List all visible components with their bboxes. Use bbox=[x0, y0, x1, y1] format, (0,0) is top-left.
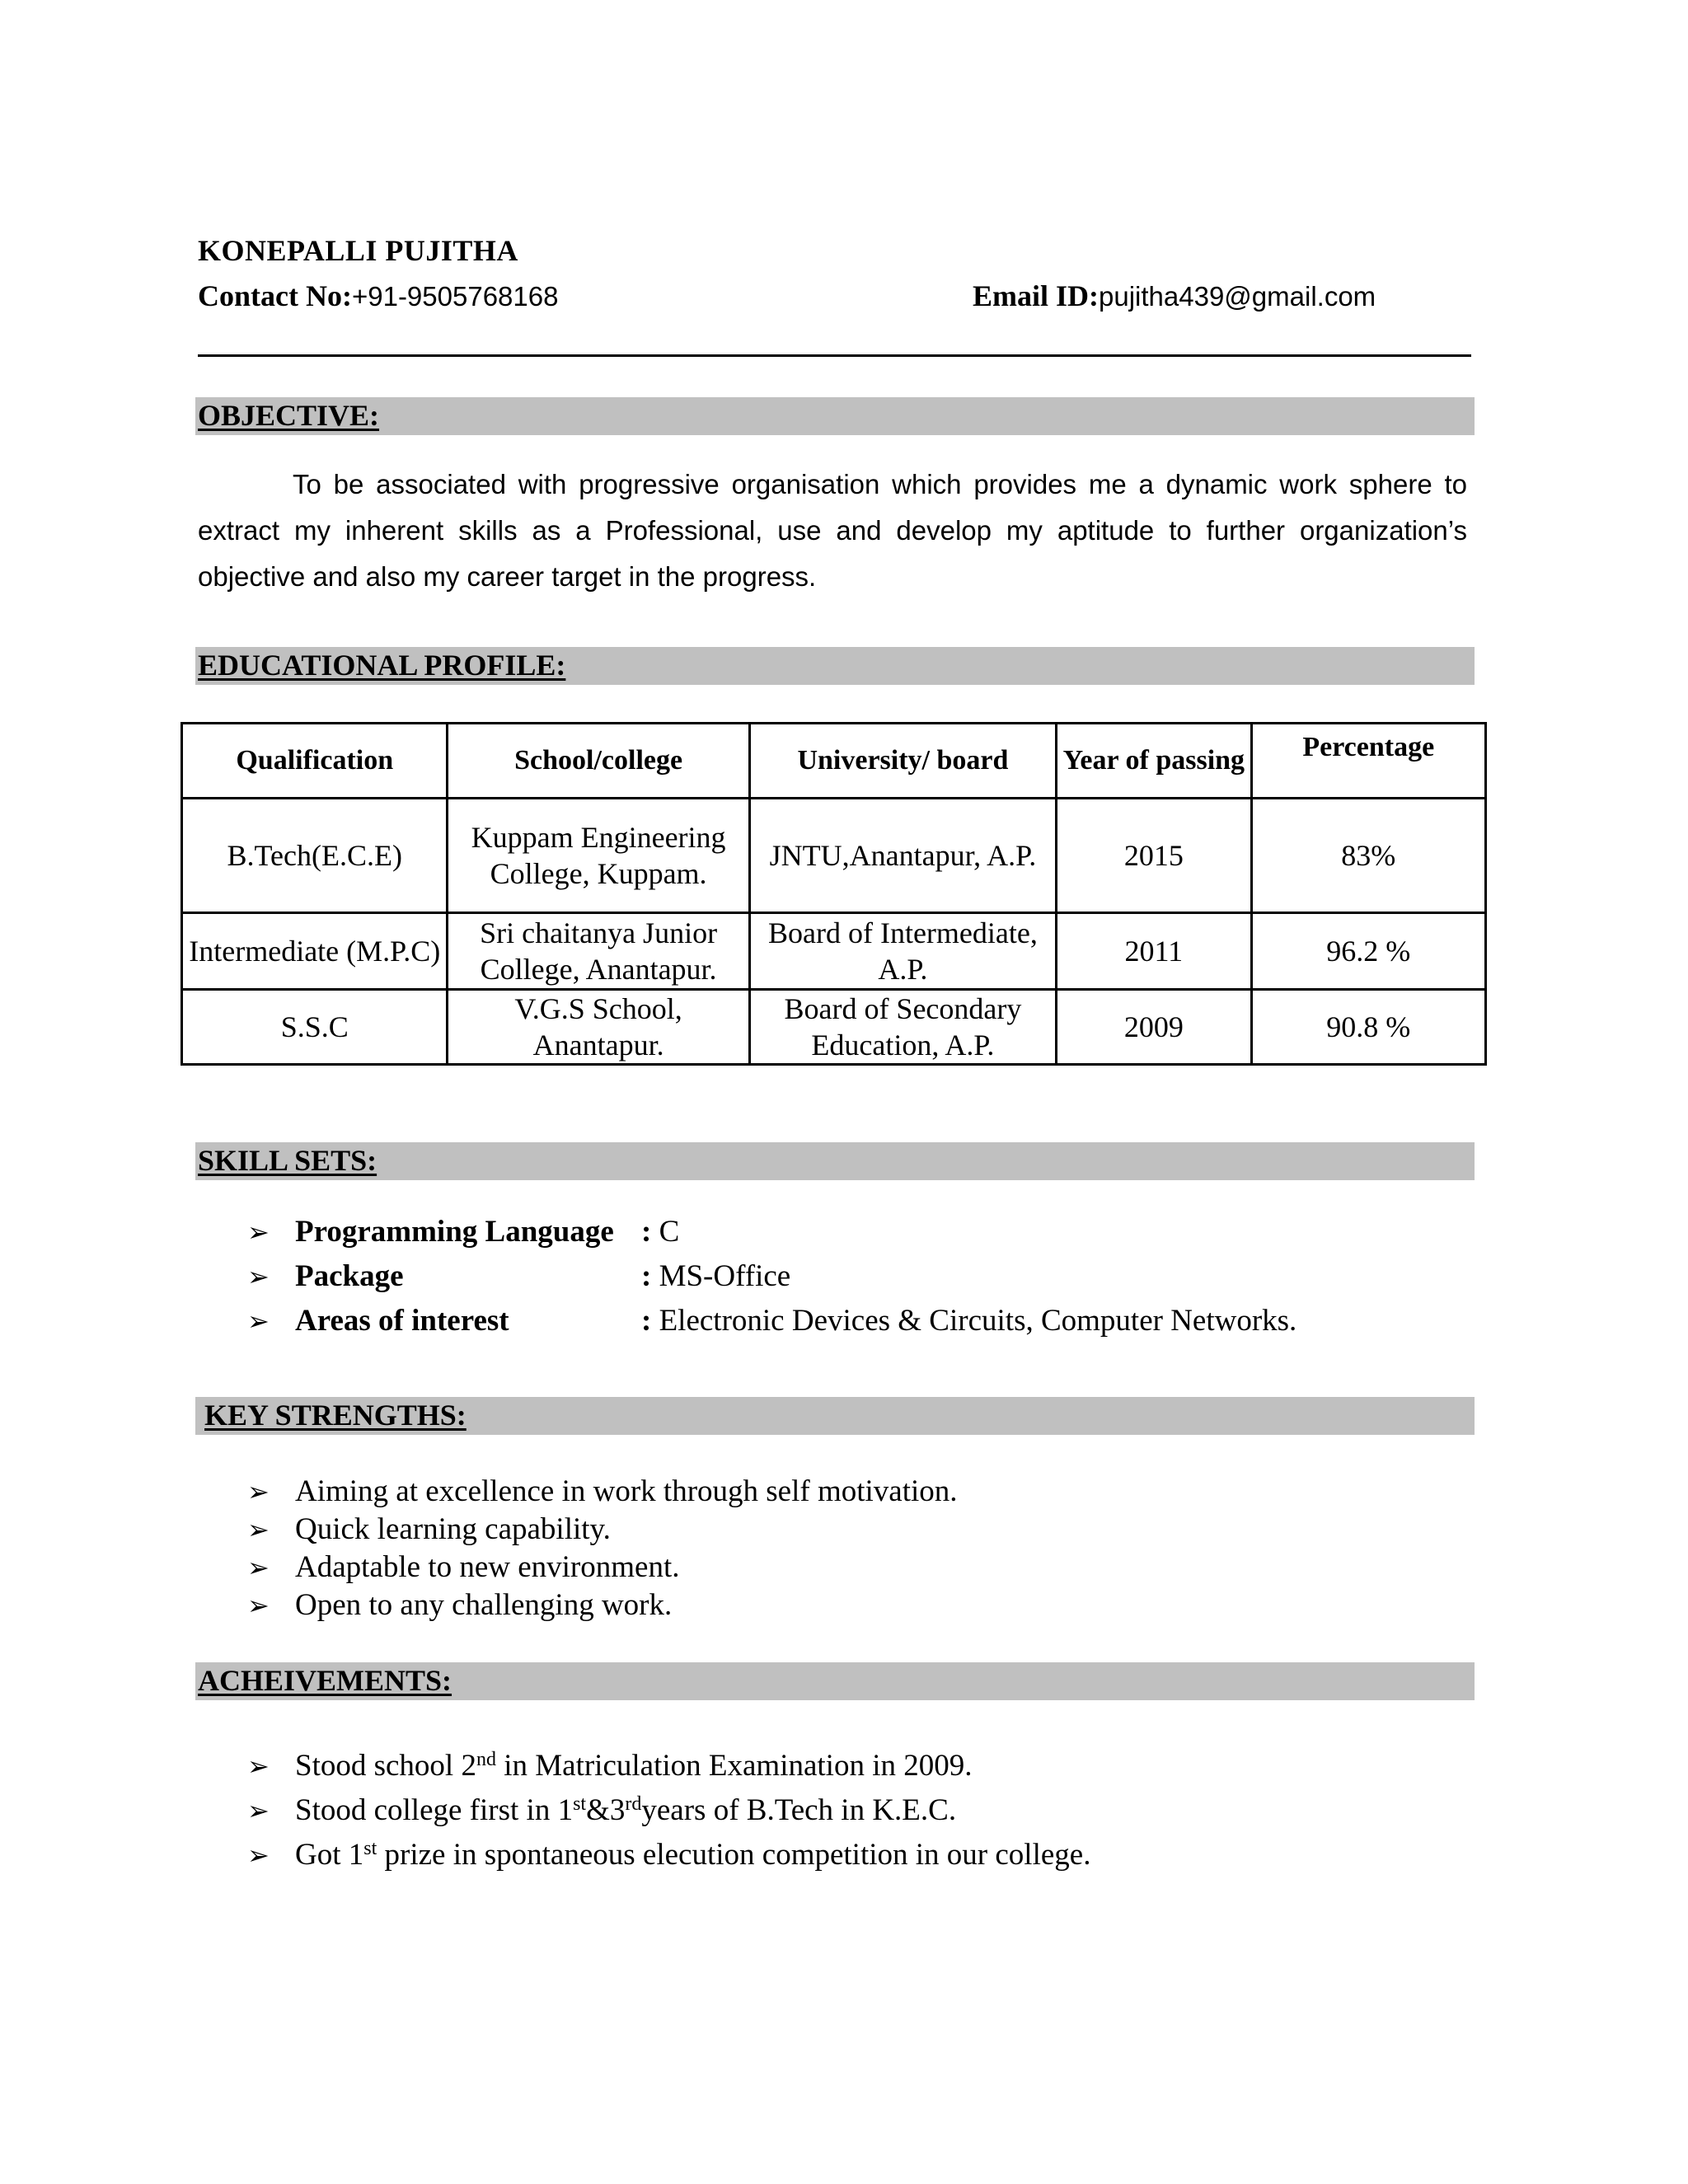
skill-value: MS-Office bbox=[659, 1259, 791, 1293]
achievement-text: in Matriculation Examination in 2009. bbox=[495, 1749, 973, 1783]
objective-bar bbox=[195, 397, 1475, 435]
cell-school: Sri chaitanya Junior College, Anantapur. bbox=[448, 913, 749, 990]
skill-separator: : bbox=[641, 1215, 652, 1249]
cell-year: 2011 bbox=[1057, 913, 1251, 990]
achievement-text: Stood college first in 1 bbox=[295, 1793, 574, 1827]
list-item bbox=[247, 1549, 958, 1587]
arrow-bullet-icon: ➢ bbox=[247, 1552, 270, 1583]
cell-school: Kuppam Engineering College, Kuppam. bbox=[448, 799, 749, 913]
email-label: Email ID: bbox=[973, 279, 1099, 312]
achievement-text: Stood school 2 bbox=[295, 1749, 476, 1783]
list-item bbox=[247, 1212, 1296, 1256]
contact-value: +91-9505768168 bbox=[351, 281, 559, 312]
strength-text: Aiming at excellence in work through self motivation. bbox=[295, 1474, 958, 1508]
cell-school: V.G.S School, Anantapur. bbox=[448, 990, 749, 1065]
education-heading: EDUCATIONAL PROFILE: bbox=[198, 649, 566, 682]
skill-separator: : bbox=[641, 1259, 652, 1293]
header-percentage: Percentage bbox=[1251, 724, 1485, 799]
skill-separator: : bbox=[641, 1304, 652, 1338]
achievement-text: Got 1 bbox=[295, 1838, 364, 1872]
contact-line bbox=[198, 279, 558, 313]
arrow-bullet-icon: ➢ bbox=[247, 1476, 270, 1507]
table-row bbox=[182, 799, 1486, 913]
achievement-text: years of B.Tech in K.E.C. bbox=[641, 1793, 957, 1827]
arrow-bullet-icon: ➢ bbox=[247, 1750, 270, 1782]
cell-year: 2015 bbox=[1057, 799, 1251, 913]
list-item bbox=[247, 1511, 958, 1549]
list-item bbox=[247, 1301, 1296, 1345]
header-qualification: Qualification bbox=[182, 724, 448, 799]
arrow-bullet-icon: ➢ bbox=[247, 1514, 270, 1545]
skill-label: Areas of interest bbox=[295, 1304, 509, 1338]
arrow-bullet-icon: ➢ bbox=[247, 1795, 270, 1826]
achievement-text: prize in spontaneous elecution competition in our college. bbox=[377, 1838, 1091, 1872]
ordinal-suffix: st bbox=[363, 1838, 377, 1859]
skill-value: C bbox=[659, 1215, 680, 1249]
arrow-bullet-icon: ➢ bbox=[247, 1590, 270, 1621]
cell-percentage: 83% bbox=[1251, 799, 1485, 913]
arrow-bullet-icon: ➢ bbox=[247, 1216, 270, 1248]
skill-value: Electronic Devices & Circuits, Computer Networks. bbox=[659, 1304, 1297, 1338]
list-item bbox=[247, 1835, 1090, 1879]
table-row bbox=[182, 990, 1486, 1065]
arrow-bullet-icon: ➢ bbox=[247, 1261, 270, 1292]
achievements-heading: ACHEIVEMENTS: bbox=[198, 1664, 452, 1697]
list-item bbox=[247, 1746, 1090, 1790]
cell-board: JNTU,Anantapur, A.P. bbox=[749, 799, 1056, 913]
strength-text: Open to any challenging work. bbox=[295, 1588, 673, 1622]
strength-text: Quick learning capability. bbox=[295, 1512, 611, 1546]
cell-board: Board of Intermediate, A.P. bbox=[749, 913, 1056, 990]
ordinal-suffix: nd bbox=[476, 1749, 496, 1770]
skills-heading: SKILL SETS: bbox=[198, 1144, 377, 1177]
ordinal-suffix: rd bbox=[625, 1793, 642, 1815]
skills-bar bbox=[195, 1142, 1475, 1180]
cell-year: 2009 bbox=[1057, 990, 1251, 1065]
cell-percentage: 90.8 % bbox=[1251, 990, 1485, 1065]
cell-board: Board of Secondary Education, A.P. bbox=[749, 990, 1056, 1065]
table-header-row bbox=[182, 724, 1486, 799]
achievements-list bbox=[247, 1746, 1090, 1879]
education-table bbox=[181, 722, 1487, 1066]
table-row bbox=[182, 913, 1486, 990]
cell-qualification: B.Tech(E.C.E) bbox=[182, 799, 448, 913]
skill-label: Package bbox=[295, 1259, 404, 1293]
list-item bbox=[247, 1474, 958, 1511]
email-value[interactable]: pujitha439@gmail.com bbox=[1099, 281, 1376, 312]
cell-qualification: Intermediate (M.P.C) bbox=[182, 913, 448, 990]
list-item bbox=[247, 1256, 1296, 1301]
header-board: University/ board bbox=[749, 724, 1056, 799]
achievement-text: &3 bbox=[586, 1793, 626, 1827]
header-school: School/college bbox=[448, 724, 749, 799]
contact-label: Contact No: bbox=[198, 279, 352, 312]
arrow-bullet-icon: ➢ bbox=[247, 1305, 270, 1337]
email-line bbox=[973, 279, 1376, 313]
ordinal-suffix: st bbox=[573, 1793, 587, 1815]
strengths-list bbox=[247, 1474, 958, 1625]
header-year: Year of passing bbox=[1057, 724, 1251, 799]
header-divider bbox=[198, 354, 1471, 357]
strengths-heading: KEY STRENGTHS: bbox=[204, 1399, 467, 1432]
arrow-bullet-icon: ➢ bbox=[247, 1840, 270, 1871]
list-item bbox=[247, 1790, 1090, 1835]
cell-qualification: S.S.C bbox=[182, 990, 448, 1065]
candidate-name: KONEPALLI PUJITHA bbox=[198, 234, 518, 267]
list-item bbox=[247, 1587, 958, 1625]
objective-heading: OBJECTIVE: bbox=[198, 399, 380, 432]
cell-percentage: 96.2 % bbox=[1251, 913, 1485, 990]
skill-label: Programming Language bbox=[295, 1215, 614, 1249]
objective-text: To be associated with progressive organisation which provides me a dynamic work sphere to extract my inherent skills as a Professional, use and develop my aptitude to further organization’s objective and also my career target in the progress. bbox=[198, 469, 1467, 592]
strength-text: Adaptable to new environment. bbox=[295, 1550, 680, 1584]
skills-list bbox=[247, 1212, 1296, 1345]
